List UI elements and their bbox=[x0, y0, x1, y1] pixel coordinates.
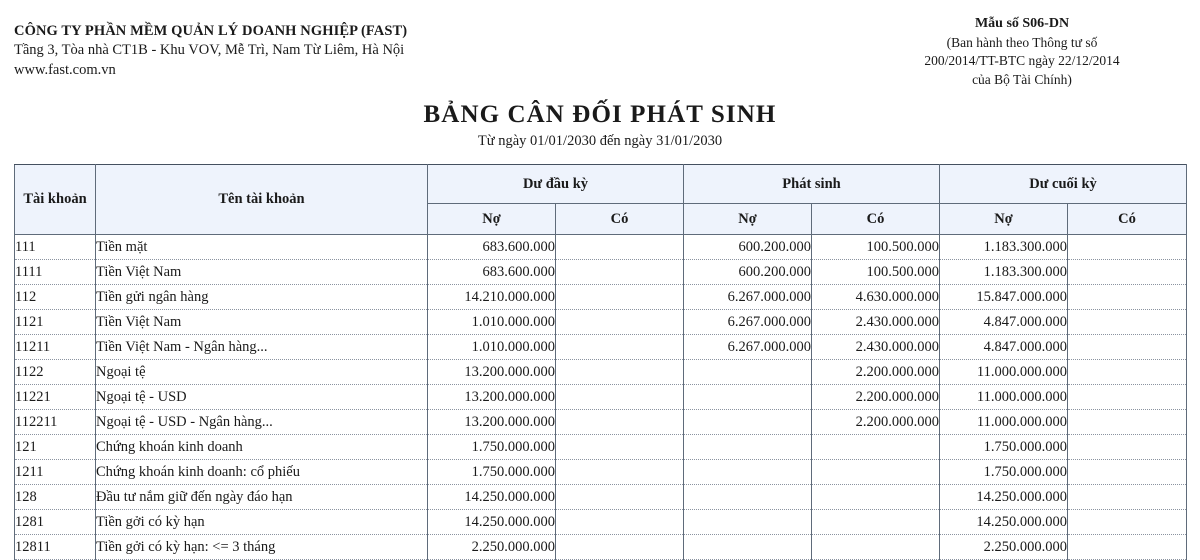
cell-opening-debit: 13.200.000.000 bbox=[428, 410, 556, 435]
column-header-opening-credit: Có bbox=[556, 204, 684, 235]
cell-closing-credit bbox=[1068, 485, 1187, 510]
cell-closing-credit bbox=[1068, 385, 1187, 410]
cell-account: 11221 bbox=[15, 385, 96, 410]
document-header bbox=[0, 0, 1200, 89]
cell-opening-debit: 1.750.000.000 bbox=[428, 435, 556, 460]
cell-movement-debit: 6.267.000.000 bbox=[684, 285, 812, 310]
company-website: www.fast.com.vn bbox=[14, 61, 116, 78]
cell-movement-debit: 6.267.000.000 bbox=[684, 310, 812, 335]
cell-opening-debit: 1.010.000.000 bbox=[428, 310, 556, 335]
table-row[interactable] bbox=[15, 360, 1187, 385]
cell-account-name: Ngoại tệ bbox=[96, 360, 428, 385]
cell-closing-debit: 15.847.000.000 bbox=[940, 285, 1068, 310]
cell-opening-debit: 1.750.000.000 bbox=[428, 460, 556, 485]
cell-account-name: Tiền gửi ngân hàng bbox=[96, 285, 428, 310]
form-issue-line-3: của Bộ Tài Chính) bbox=[972, 71, 1072, 87]
cell-closing-credit bbox=[1068, 510, 1187, 535]
cell-account-name: Tiền mặt bbox=[96, 235, 428, 260]
cell-account: 1121 bbox=[15, 310, 96, 335]
cell-movement-credit: 100.500.000 bbox=[812, 260, 940, 285]
cell-closing-debit: 11.000.000.000 bbox=[940, 360, 1068, 385]
company-name: CÔNG TY PHẦN MỀM QUẢN LÝ DOANH NGHIỆP (FAST) bbox=[14, 23, 408, 39]
cell-opening-credit bbox=[556, 460, 684, 485]
cell-opening-debit: 13.200.000.000 bbox=[428, 360, 556, 385]
table-row[interactable] bbox=[15, 435, 1187, 460]
cell-opening-debit: 1.010.000.000 bbox=[428, 335, 556, 360]
cell-account: 1111 bbox=[15, 260, 96, 285]
cell-opening-credit bbox=[556, 310, 684, 335]
cell-account: 128 bbox=[15, 485, 96, 510]
cell-closing-debit: 1.183.300.000 bbox=[940, 235, 1068, 260]
company-address: Tầng 3, Tòa nhà CT1B - Khu VOV, Mễ Trì, Nam Từ Liêm, Hà Nội bbox=[14, 42, 405, 59]
cell-account-name: Tiền Việt Nam bbox=[96, 310, 428, 335]
cell-account: 11211 bbox=[15, 335, 96, 360]
balance-table bbox=[14, 164, 1187, 560]
cell-movement-credit: 2.200.000.000 bbox=[812, 385, 940, 410]
cell-opening-credit bbox=[556, 285, 684, 310]
cell-movement-debit: 600.200.000 bbox=[684, 260, 812, 285]
column-header-closing-debit: Nợ bbox=[940, 204, 1068, 235]
cell-movement-credit: 4.630.000.000 bbox=[812, 285, 940, 310]
table-body bbox=[15, 235, 1187, 560]
cell-opening-credit bbox=[556, 510, 684, 535]
cell-closing-debit: 2.250.000.000 bbox=[940, 535, 1068, 560]
table-header-group-row bbox=[15, 165, 1187, 204]
form-issue-line-1: (Ban hành theo Thông tư số bbox=[946, 35, 1098, 51]
cell-account-name: Tiền gởi có kỳ hạn bbox=[96, 510, 428, 535]
cell-account-name: Tiền Việt Nam - Ngân hàng... bbox=[96, 335, 428, 360]
table-row[interactable] bbox=[15, 310, 1187, 335]
cell-movement-debit bbox=[684, 485, 812, 510]
cell-closing-credit bbox=[1068, 285, 1187, 310]
cell-movement-debit bbox=[684, 410, 812, 435]
page-title: BẢNG CÂN ĐỐI PHÁT SINH bbox=[423, 101, 777, 129]
cell-account-name: Ngoại tệ - USD - Ngân hàng... bbox=[96, 410, 428, 435]
cell-opening-debit: 13.200.000.000 bbox=[428, 385, 556, 410]
cell-closing-credit bbox=[1068, 235, 1187, 260]
cell-account: 1122 bbox=[15, 360, 96, 385]
cell-opening-credit bbox=[556, 360, 684, 385]
cell-closing-credit bbox=[1068, 360, 1187, 385]
form-reference bbox=[872, 8, 1186, 89]
column-header-closing-credit: Có bbox=[1068, 204, 1187, 235]
cell-movement-credit: 2.430.000.000 bbox=[812, 310, 940, 335]
table-row[interactable] bbox=[15, 485, 1187, 510]
cell-opening-debit: 14.250.000.000 bbox=[428, 510, 556, 535]
table-row[interactable] bbox=[15, 335, 1187, 360]
title-block bbox=[0, 101, 1200, 150]
cell-account-name: Ngoại tệ - USD bbox=[96, 385, 428, 410]
cell-closing-debit: 4.847.000.000 bbox=[940, 310, 1068, 335]
cell-closing-credit bbox=[1068, 535, 1187, 560]
cell-opening-credit bbox=[556, 485, 684, 510]
cell-closing-debit: 1.750.000.000 bbox=[940, 460, 1068, 485]
table-row[interactable] bbox=[15, 260, 1187, 285]
table-row[interactable] bbox=[15, 385, 1187, 410]
cell-opening-debit: 14.210.000.000 bbox=[428, 285, 556, 310]
cell-account: 112 bbox=[15, 285, 96, 310]
cell-account: 12811 bbox=[15, 535, 96, 560]
cell-movement-credit: 2.430.000.000 bbox=[812, 335, 940, 360]
table-row[interactable] bbox=[15, 535, 1187, 560]
table-row[interactable] bbox=[15, 235, 1187, 260]
table-row[interactable] bbox=[15, 460, 1187, 485]
cell-closing-debit: 11.000.000.000 bbox=[940, 385, 1068, 410]
cell-movement-debit: 600.200.000 bbox=[684, 235, 812, 260]
cell-account: 112211 bbox=[15, 410, 96, 435]
cell-closing-debit: 11.000.000.000 bbox=[940, 410, 1068, 435]
cell-opening-credit bbox=[556, 385, 684, 410]
cell-closing-debit: 1.183.300.000 bbox=[940, 260, 1068, 285]
form-issue-line-2: 200/2014/TT-BTC ngày 22/12/2014 bbox=[924, 53, 1120, 69]
column-header-movement-debit: Nợ bbox=[684, 204, 812, 235]
cell-opening-credit bbox=[556, 260, 684, 285]
cell-movement-debit bbox=[684, 535, 812, 560]
cell-closing-credit bbox=[1068, 310, 1187, 335]
cell-movement-credit bbox=[812, 535, 940, 560]
cell-closing-credit bbox=[1068, 410, 1187, 435]
report-period: Từ ngày 01/01/2030 đến ngày 31/01/2030 bbox=[477, 132, 723, 149]
cell-closing-debit: 4.847.000.000 bbox=[940, 335, 1068, 360]
column-header-movement-credit: Có bbox=[812, 204, 940, 235]
cell-account: 1281 bbox=[15, 510, 96, 535]
cell-closing-credit bbox=[1068, 260, 1187, 285]
cell-opening-credit bbox=[556, 235, 684, 260]
cell-closing-credit bbox=[1068, 335, 1187, 360]
cell-movement-debit bbox=[684, 510, 812, 535]
column-header-account-name: Tên tài khoản bbox=[96, 165, 428, 235]
table-row[interactable] bbox=[15, 410, 1187, 435]
cell-movement-debit bbox=[684, 435, 812, 460]
cell-opening-debit: 683.600.000 bbox=[428, 260, 556, 285]
balance-table-container bbox=[14, 164, 1186, 560]
column-group-closing-balance: Dư cuối kỳ bbox=[940, 165, 1187, 204]
cell-movement-credit bbox=[812, 485, 940, 510]
cell-closing-credit bbox=[1068, 460, 1187, 485]
cell-opening-debit: 2.250.000.000 bbox=[428, 535, 556, 560]
cell-movement-credit: 100.500.000 bbox=[812, 235, 940, 260]
company-info bbox=[14, 8, 407, 80]
cell-movement-credit bbox=[812, 510, 940, 535]
table-header bbox=[15, 165, 1187, 235]
form-code: Mẫu số S06-DN bbox=[974, 16, 1070, 31]
cell-movement-credit bbox=[812, 435, 940, 460]
table-row[interactable] bbox=[15, 285, 1187, 310]
cell-opening-debit: 14.250.000.000 bbox=[428, 485, 556, 510]
cell-closing-debit: 14.250.000.000 bbox=[940, 510, 1068, 535]
cell-account: 1211 bbox=[15, 460, 96, 485]
cell-movement-credit: 2.200.000.000 bbox=[812, 360, 940, 385]
cell-account-name: Đầu tư nắm giữ đến ngày đáo hạn bbox=[96, 485, 428, 510]
cell-movement-debit bbox=[684, 385, 812, 410]
cell-movement-credit bbox=[812, 460, 940, 485]
cell-account-name: Tiền gởi có kỳ hạn: <= 3 tháng bbox=[96, 535, 428, 560]
cell-opening-credit bbox=[556, 335, 684, 360]
cell-closing-debit: 1.750.000.000 bbox=[940, 435, 1068, 460]
cell-account: 111 bbox=[15, 235, 96, 260]
column-group-opening-balance: Dư đầu kỳ bbox=[428, 165, 684, 204]
cell-account-name: Chứng khoán kinh doanh: cổ phiếu bbox=[96, 460, 428, 485]
column-header-opening-debit: Nợ bbox=[428, 204, 556, 235]
cell-closing-credit bbox=[1068, 435, 1187, 460]
cell-movement-debit: 6.267.000.000 bbox=[684, 335, 812, 360]
cell-movement-credit: 2.200.000.000 bbox=[812, 410, 940, 435]
cell-account-name: Chứng khoán kinh doanh bbox=[96, 435, 428, 460]
cell-account-name: Tiền Việt Nam bbox=[96, 260, 428, 285]
cell-opening-credit bbox=[556, 535, 684, 560]
cell-closing-debit: 14.250.000.000 bbox=[940, 485, 1068, 510]
cell-account: 121 bbox=[15, 435, 96, 460]
cell-opening-debit: 683.600.000 bbox=[428, 235, 556, 260]
table-row[interactable] bbox=[15, 510, 1187, 535]
column-group-movement: Phát sinh bbox=[684, 165, 940, 204]
column-header-account: Tài khoản bbox=[15, 165, 96, 235]
cell-opening-credit bbox=[556, 435, 684, 460]
cell-movement-debit bbox=[684, 460, 812, 485]
cell-movement-debit bbox=[684, 360, 812, 385]
cell-opening-credit bbox=[556, 410, 684, 435]
